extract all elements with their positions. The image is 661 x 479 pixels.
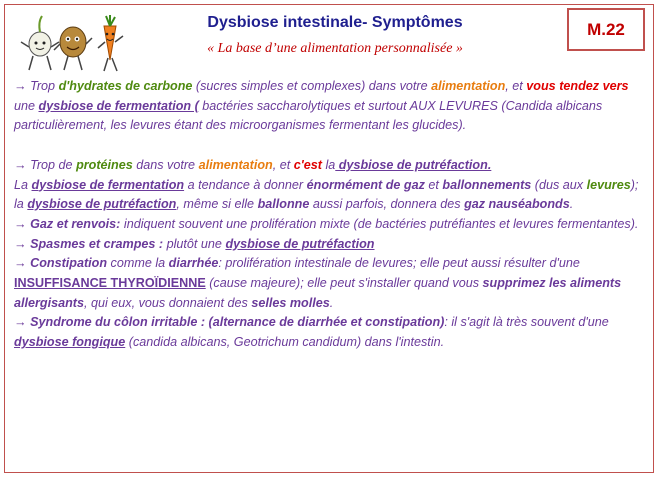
- potato-icon: [54, 27, 92, 70]
- keyword-dysbiose-putrefaction: dysbiose de putréfaction: [27, 197, 177, 212]
- keyword-gaz-nauseabonds: gaz nauséabonds: [464, 197, 570, 212]
- keyword-diarrhee: diarrhée: [168, 256, 219, 271]
- arrow-icon: →: [14, 256, 27, 271]
- keyword-aliments-allergisants: supprimez les aliments allergisants: [14, 276, 622, 310]
- garlic-icon: [21, 16, 59, 70]
- keyword-spasmes: Spasmes et crampes :: [26, 236, 164, 251]
- keyword-dysbiose-fermentation: dysbiose de fermentation (: [38, 98, 199, 113]
- arrow-icon: →: [14, 79, 27, 93]
- arrow-icon: →: [14, 315, 27, 330]
- keyword-dysbiose-putrefaction: dysbiose de putréfaction: [225, 236, 375, 251]
- paragraph-carbohydrates: → Trop d'hydrates de carbone (sucres simples et complexes) dans votre alimentation, et vous tendez vers une dysbiose de fermentation ( bactéries saccharolytiques et surtout AUX LEVURES (Candida albicans particulièrement, les levures étant des microorganismes fermentant les glucides).: [14, 79, 629, 133]
- content-body: [14, 77, 644, 353]
- keyword-ballonne: ballonne: [257, 197, 310, 212]
- arrow-icon: →: [14, 216, 27, 231]
- keyword-colon-irritable: Syndrome du côlon irritable : (alternance de diarrhée et constipation): [26, 315, 445, 330]
- keyword-gaz: énormément de gaz: [306, 177, 425, 192]
- paragraph-constipation: → Constipation comme la diarrhée: prolifération intestinale de levures; elle peut aussi résulter d'une INSUFFISANCE THYROÏDIENNE (cause majeure); elle peut s'installer quand vous supprimez les aliments allergisants, qui eux, vous donnaient des selles molles.: [14, 256, 622, 310]
- vegetable-mascots-illustration: [18, 14, 128, 74]
- paragraph-colon-irritable: → Syndrome du côlon irritable : (alternance de diarrhée et constipation): il s'agit là très souvent d'une dysbiose fongique (candida albicans, Geotrichum candidum) dans l'intestin.: [14, 315, 609, 350]
- keyword-vous-tendez: vous tendez vers: [526, 79, 629, 93]
- page-subtitle: « La base d’une alimentation personnalisée »: [207, 41, 463, 56]
- paragraph-renvois: → Gaz et renvois: indiquent souvent une prolifération mixte (de bactéries putréfiantes et levures fermentantes).: [14, 216, 639, 231]
- keyword-selles-molles: selles molles: [251, 295, 330, 310]
- paragraph-gaz: La dysbiose de fermentation a tendance à donner énormément de gaz et ballonnements (dus aux levures); la dysbiose de putréfaction, même si elle ballonne aussi parfois, donnera des gaz nauséabonds.: [14, 177, 639, 212]
- keyword-levures: levures: [586, 177, 631, 192]
- keyword-dysbiose-fongique: dysbiose fongique: [14, 335, 126, 350]
- keyword-gaz-renvois: Gaz et renvois:: [26, 216, 121, 231]
- paragraph-spasmes: → Spasmes et crampes : plutôt une dysbiose de putréfaction: [14, 236, 375, 251]
- module-badge: M.22: [567, 8, 645, 51]
- keyword-proteines: protéines: [76, 157, 133, 172]
- paragraph-proteines: → Trop de protéines dans votre alimentation, et c'est la dysbiose de putréfaction.: [14, 157, 492, 172]
- keyword-dysbiose-fermentation: dysbiose de fermentation: [31, 177, 185, 192]
- keyword-alimentation: alimentation: [431, 79, 506, 93]
- keyword-constipation: Constipation: [26, 256, 108, 271]
- keyword-ballonnements: ballonnements: [442, 177, 532, 192]
- spacer: [14, 136, 644, 156]
- keyword-alimentation: alimentation: [198, 157, 273, 172]
- keyword-cest: c'est: [293, 157, 322, 172]
- keyword-carbohydrates: d'hydrates de carbone: [58, 79, 193, 93]
- keyword-dysbiose-putrefaction: dysbiose de putréfaction.: [335, 157, 492, 172]
- page-title: Dysbiose intestinale- Symptômes: [207, 14, 463, 31]
- arrow-icon: →: [14, 157, 27, 172]
- arrow-icon: →: [14, 236, 27, 251]
- keyword-insuffisance-thyroidienne: INSUFFISANCE THYROÏDIENNE: [14, 276, 206, 291]
